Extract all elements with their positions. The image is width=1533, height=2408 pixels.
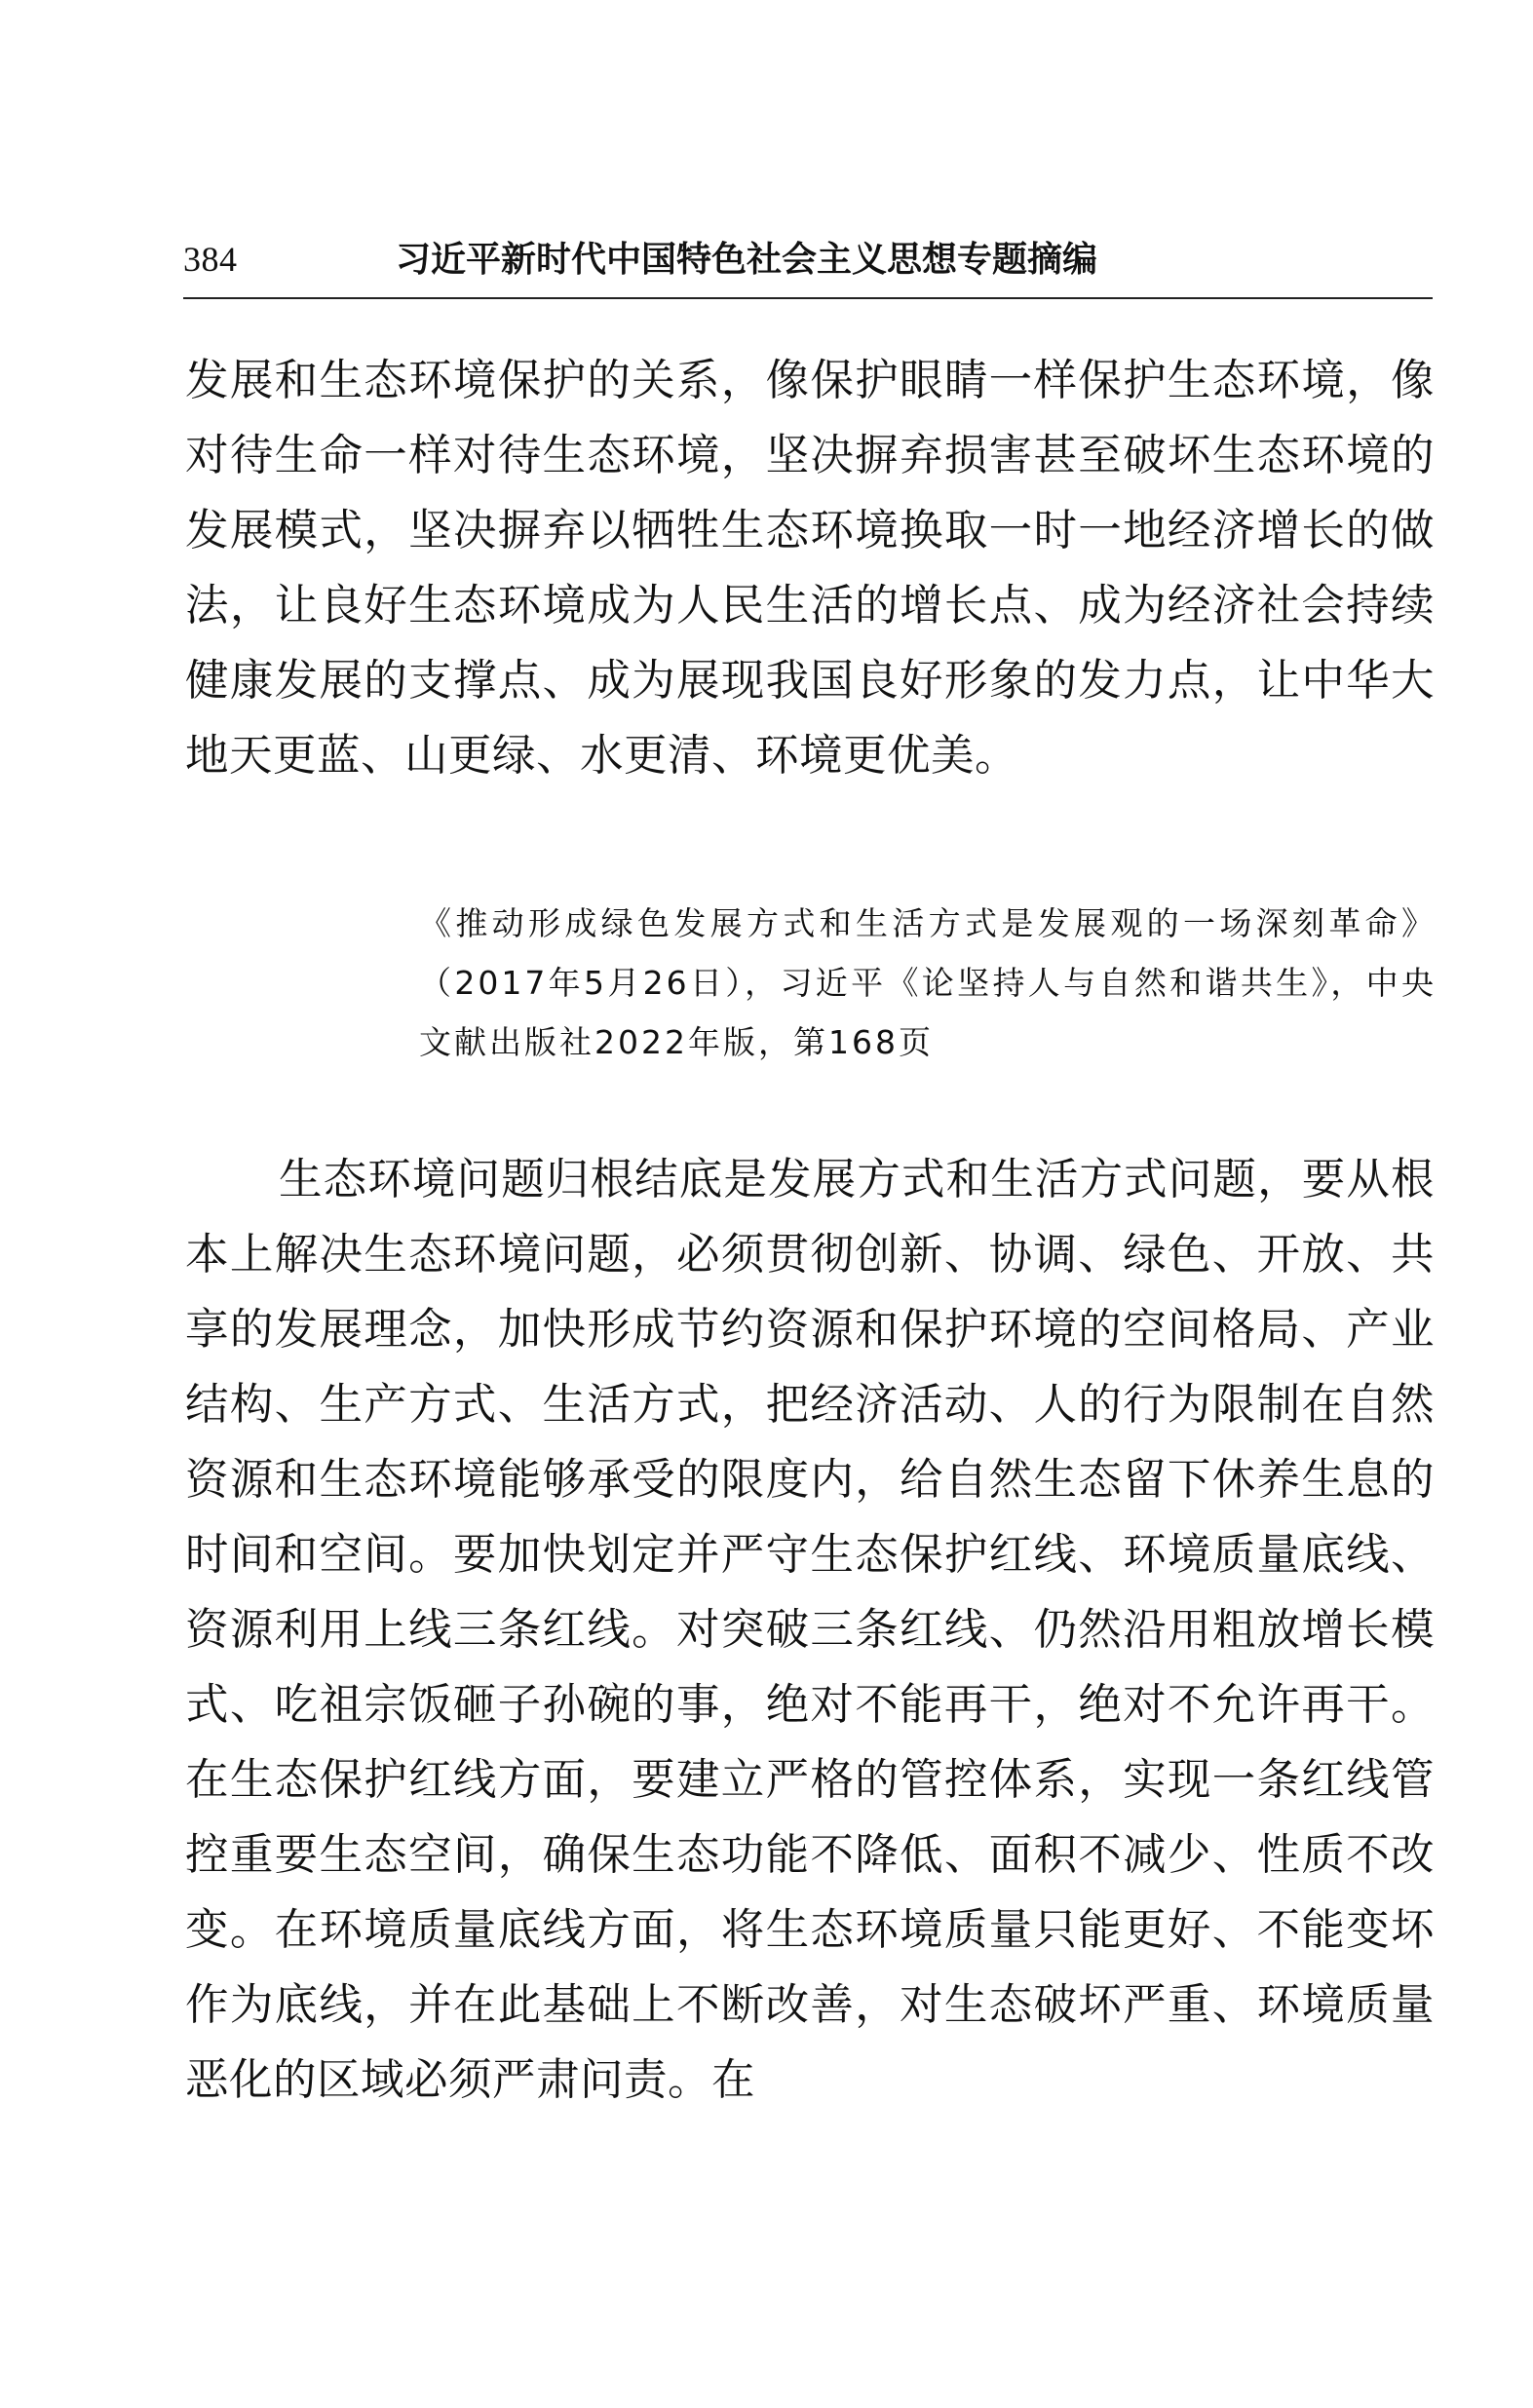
- body-paragraph-2: 生态环境问题归根结底是发展方式和生活方式问题，要从根本上解决生态环境问题，必须贯彻创新、协调、绿色、开放、共享的发展理念，加快形成节约资源和保护环境的空间格局、产业结构、生产方式、生活方式，把经济活动、人的行为限制在自然资源和生态环境能够承受的限度内，给自然生态留下休养生息的时间和空间。要加快划定并严守生态保护红线、环境质量底线、资源利用上线三条红线。对突破三条红线、仍然沿用粗放增长模式、吃祖宗饭砸子孙碗的事，绝对不能再干，绝对不允许再干。在生态保护红线方面，要建立严格的管控体系，实现一条红线管控重要生态空间，确保生态功能不降低、面积不减少、性质不改变。在环境质量底线方面，将生态环境质量只能更好、不能变坏作为底线，并在此基础上不断改善，对生态破坏严重、环境质量恶化的区域必须严肃问责。在: [185, 1155, 1435, 2105]
- running-header: [183, 232, 1433, 292]
- book-title: 习近平新时代中国特色社会主义思想专题摘编: [396, 239, 1098, 280]
- page-number: 384: [183, 240, 238, 279]
- body-paragraph-1: 发展和生态环境保护的关系，像保护眼睛一样保护生态环境，像对待生命一样对待生态环境，坚决摒弃损害甚至破坏生态环境的发展模式，坚决摒弃以牺牲生态环境换取一时一地经济增长的做法，让良好生态环境成为人民生活的增长点、成为经济社会持续健康发展的支撑点、成为展现我国良好形象的发力点，让中华大地天更蓝、山更绿、水更清、环境更优美。: [185, 356, 1435, 781]
- header-rule: [183, 297, 1433, 299]
- source-citation: 《推动形成绿色发展方式和生活方式是发展观的一场深刻革命》（2017年5月26日），习近平《论坚持人与自然和谐共生》，中央文献出版社2022年版，第168页: [419, 904, 1437, 1061]
